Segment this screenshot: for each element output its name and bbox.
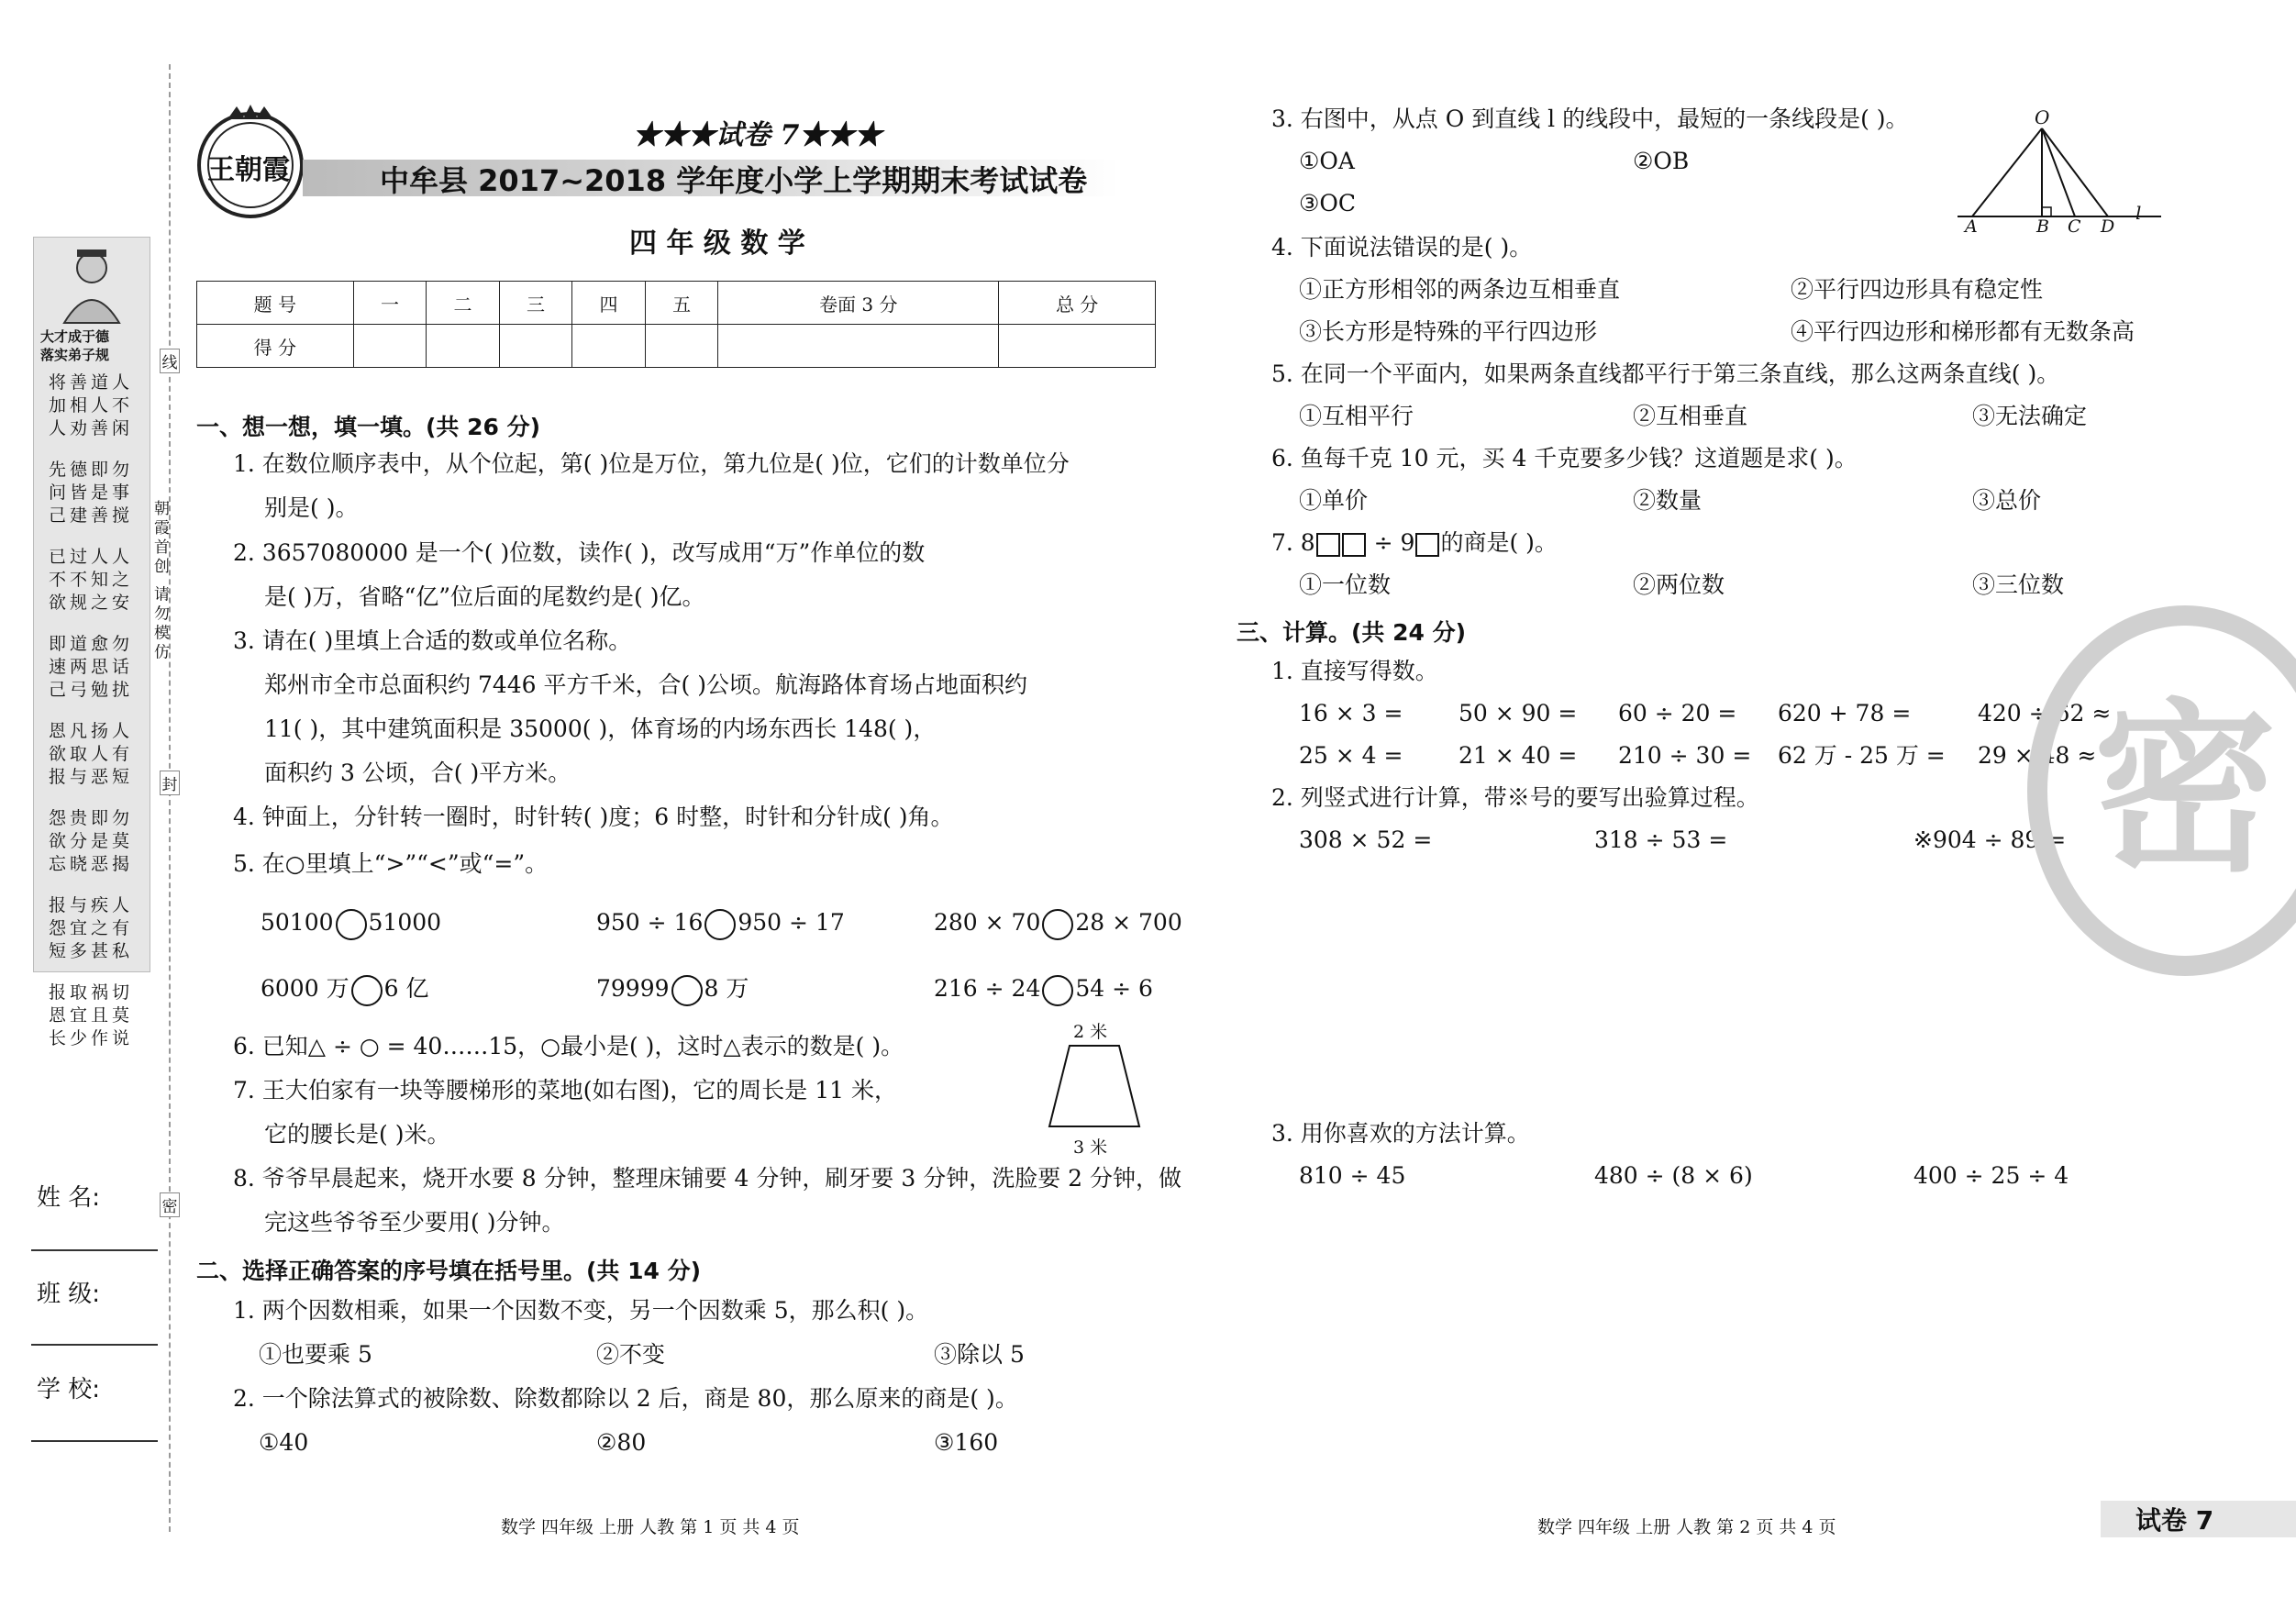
exam-title: 中牟县 2017~2018 学年度小学上学期期末考试试卷 (380, 163, 1088, 198)
motto-line: 恩凡扬人 (48, 721, 133, 741)
motto-line: 报与疾人 (48, 895, 133, 915)
calc-item: 420 ÷ 62 ≈ (1978, 700, 2112, 726)
motto-line: 己弓勉扰 (48, 680, 133, 700)
s1-line: 它的腰长是( )米。 (264, 1121, 450, 1148)
s2-option[interactable]: ②两位数 (1633, 571, 1725, 598)
calc-item: 480 ÷ (8 × 6) (1594, 1162, 1753, 1189)
calc-item: 620 + 78 = (1778, 700, 1912, 726)
s2-question: 3. 右图中，从点 O 到直线 l 的线段中，最短的一条线段是( )。 (1271, 105, 1909, 132)
motto-line: 速两思话 (48, 657, 133, 677)
s2-question: 1. 两个因数相乘，如果一个因数不变，另一个因数乘 5，那么积( )。 (233, 1297, 929, 1324)
s2-option[interactable]: ④平行四边形和梯形都有无数条高 (1791, 318, 2135, 345)
confidential-stamp: 密 (2027, 605, 2296, 976)
motto-line: 恩宜且莫 (48, 1005, 133, 1026)
s2-option[interactable]: ①正方形相邻的两条边互相垂直 (1299, 276, 1621, 303)
margin-label-seal: 封 (160, 771, 180, 795)
score-cell[interactable] (499, 325, 572, 368)
score-cell[interactable] (645, 325, 718, 368)
compare-circle[interactable] (351, 975, 383, 1006)
paper-badge: ★★★试卷 7★★★ (633, 119, 882, 151)
s1-line: 2. 3657080000 是一个( )位数，读作( )，改写成用“万”作单位的数 (233, 539, 926, 566)
score-row-label: 得 分 (197, 325, 354, 368)
score-header-cell: 题 号 (197, 282, 354, 325)
calc-item: 29 × 48 ≈ (1978, 742, 2097, 769)
s1-line: 别是( )。 (264, 494, 359, 521)
motto-group (35, 807, 147, 876)
margin-label-line: 线 (160, 349, 180, 373)
fig-label-d: D (2101, 216, 2115, 237)
motto-bottom: 落实弟子规 (40, 347, 110, 363)
s2-option[interactable]: ②平行四边形具有稳定性 (1791, 276, 2044, 303)
s1-line: 完这些爷爷至少要用( )分钟。 (264, 1209, 565, 1236)
school-label: 学 校: (37, 1376, 101, 1403)
score-header-cell: 五 (645, 282, 718, 325)
score-header-cell: 三 (499, 282, 572, 325)
motto-line: 己建善搅 (48, 505, 133, 526)
motto-top: 大才成于德 (40, 328, 110, 345)
calc-item: 400 ÷ 25 ÷ 4 (1913, 1162, 2069, 1189)
calc-item: ※904 ÷ 89 = (1913, 826, 2067, 853)
s3-question: 1. 直接写得数。 (1271, 658, 1438, 684)
calc-item: 16 × 3 = (1299, 700, 1403, 726)
motto-line: 已过人人 (48, 547, 133, 567)
s2-question: 7. 8 ÷ 9 的商是( )。 (1271, 529, 1558, 556)
compare-item: 280 × 70 28 × 700 (934, 901, 1182, 945)
score-cell[interactable] (572, 325, 646, 368)
scholar-illustration (46, 240, 138, 325)
s2-option[interactable]: ②80 (596, 1429, 647, 1456)
class-field[interactable] (31, 1344, 158, 1346)
footer-badge: 试卷 7 (2135, 1505, 2214, 1536)
motto-line: 报取祸切 (48, 982, 133, 1003)
compare-item: 950 ÷ 16 950 ÷ 17 (596, 901, 845, 945)
motto-line: 加相人不 (48, 395, 133, 416)
s2-option[interactable]: ①OA (1299, 148, 1355, 174)
score-cell[interactable] (353, 325, 427, 368)
s2-option[interactable]: ②不变 (596, 1341, 666, 1368)
score-cell[interactable] (999, 325, 1156, 368)
score-header-cell: 一 (353, 282, 427, 325)
motto-line: 先德即勿 (48, 460, 133, 480)
score-cell[interactable] (427, 325, 500, 368)
fig-label-b: B (2036, 216, 2049, 237)
motto-line: 短多甚私 (48, 941, 133, 961)
fig-label-l: l (2135, 202, 2142, 224)
s2-option[interactable]: ③无法确定 (1972, 403, 2088, 429)
calc-item: 810 ÷ 45 (1299, 1162, 1406, 1189)
s1-line: 是( )万，省略“亿”位后面的尾数约是( )亿。 (264, 583, 705, 610)
motto-group (35, 981, 147, 1050)
compare-item: 216 ÷ 24 54 ÷ 6 (934, 967, 1153, 1011)
s1-line: 郑州市全市总面积约 7446 平方千米，合( )公顷。航海路体育场占地面积约 (264, 671, 1027, 698)
calc-item: 308 × 52 = (1299, 826, 1433, 853)
calc-item: 25 × 4 = (1299, 742, 1403, 769)
trapezoid-figure (1044, 1042, 1145, 1134)
s2-option[interactable]: ③总价 (1972, 487, 2042, 514)
fig-label-a: A (1965, 216, 1978, 237)
compare-circle[interactable] (704, 909, 736, 940)
calc-item: 62 万 - 25 万 = (1778, 742, 1946, 769)
calc-item: 21 × 40 = (1459, 742, 1578, 769)
motto-line: 怨宜之有 (48, 918, 133, 938)
calc-item: 60 ÷ 20 = (1618, 700, 1737, 726)
s2-question: 6. 鱼每千克 10 元，买 4 千克要多少钱？这道题是求( )。 (1271, 445, 1858, 471)
s2-option[interactable]: ②OB (1633, 148, 1690, 174)
compare-circle[interactable] (1042, 909, 1073, 940)
s2-option[interactable]: ③160 (934, 1429, 999, 1456)
s2-option[interactable]: ③OC (1299, 190, 1357, 216)
motto-group (35, 372, 147, 440)
calc-item: 318 ÷ 53 = (1594, 826, 1728, 853)
digit-box (1415, 533, 1439, 557)
compare-circle[interactable] (336, 909, 367, 940)
s1-line: 11( )，其中建筑面积是 35000( )，体育场的内场东西长 148( )， (264, 715, 937, 742)
footer-left: 数学 四年级 上册 人教 第 1 页 共 4 页 (501, 1517, 800, 1537)
trapezoid-top-label: 2 米 (1073, 1022, 1108, 1042)
motto-line: 忘晓恶揭 (48, 854, 133, 874)
binding-line (169, 64, 171, 1532)
perpendicular-figure (1954, 108, 2165, 237)
s1-line: 1. 在数位顺序表中，从个位起，第( )位是万位，第九位是( )位，它们的计数单位分 (233, 450, 1070, 477)
name-field[interactable] (31, 1249, 158, 1251)
logo-text: 王朝霞 (207, 154, 290, 186)
motto-line: 即道愈勿 (48, 634, 133, 654)
motto-group (35, 633, 147, 702)
s1-line: 6. 已知△ ÷ ○ = 40……15，○最小是( )，这时△表示的数是( )。 (233, 1033, 904, 1059)
motto-groups (35, 372, 147, 1069)
name-label: 姓 名: (37, 1184, 101, 1212)
s2-option[interactable]: ①一位数 (1299, 571, 1392, 598)
s1-line: 面积约 3 公顷，合( )平方米。 (264, 760, 571, 786)
calc-item: 50 × 90 = (1459, 700, 1578, 726)
s2-question: 4. 下面说法错误的是( )。 (1271, 234, 1533, 261)
s2-option[interactable]: ①互相平行 (1299, 403, 1414, 429)
s1-line: 8. 爷爷早晨起来，烧开水要 8 分钟，整理床铺要 4 分钟，刷牙要 3 分钟，洗脸要 2 分钟，做 (233, 1165, 1181, 1192)
score-table (196, 281, 1156, 368)
s2-option[interactable]: ③长方形是特殊的平行四边形 (1299, 318, 1598, 345)
motto-line: 欲取人有 (48, 744, 133, 764)
motto-line: 长少作说 (48, 1028, 133, 1048)
fig-label-o: O (2035, 106, 2050, 128)
compare-item: 6000 万 6 亿 (261, 967, 428, 1011)
compare-circle[interactable] (1042, 975, 1073, 1006)
motto-group (35, 894, 147, 963)
compare-item: 79999 8 万 (596, 967, 749, 1011)
motto-line: 不不知之 (48, 570, 133, 590)
s2-question: 2. 一个除法算式的被除数、除数都除以 2 后，商是 80，那么原来的商是( )。 (233, 1385, 1018, 1412)
section2-heading: 二、选择正确答案的序号填在括号里。(共 14 分) (196, 1258, 702, 1284)
score-header-cell: 卷面 3 分 (718, 282, 999, 325)
copyright-note: 朝霞首创 请勿模仿 (150, 500, 169, 663)
s2-option[interactable]: ①单价 (1299, 487, 1369, 514)
margin-label-secret: 密 (160, 1192, 180, 1217)
class-label: 班 级: (37, 1281, 101, 1308)
exam-subtitle: 四 年 级 数 学 (629, 227, 805, 260)
footer-right: 数学 四年级 上册 人教 第 2 页 共 4 页 (1537, 1517, 1836, 1537)
s2-option[interactable]: ①也要乘 5 (259, 1341, 372, 1368)
score-header-cell: 二 (427, 282, 500, 325)
motto-line: 问皆是事 (48, 482, 133, 503)
section1-heading: 一、想一想，填一填。(共 26 分) (196, 414, 541, 440)
motto-group (35, 546, 147, 615)
fig-label-c: C (2068, 216, 2081, 237)
compare-item: 50100 51000 (261, 901, 441, 945)
score-header-cell: 四 (572, 282, 646, 325)
s2-option[interactable]: ①40 (259, 1429, 309, 1456)
s1-line: 3. 请在( )里填上合适的数或单位名称。 (233, 627, 632, 654)
motto-line: 怨贵即勿 (48, 808, 133, 828)
motto-line: 欲规之安 (48, 593, 133, 613)
digit-box (1342, 533, 1366, 557)
s1-line: 7. 王大伯家有一块等腰梯形的菜地(如右图)，它的周长是 11 米， (233, 1077, 898, 1103)
motto-line: 报与恶短 (48, 767, 133, 787)
score-cell[interactable] (718, 325, 999, 368)
trapezoid-bottom-label: 3 米 (1073, 1137, 1108, 1158)
s1-line: 5. 在○里填上“>”“<”或“=”。 (233, 850, 549, 877)
motto-line: 人劝善闲 (48, 418, 133, 438)
section3-heading: 三、计算。(共 24 分) (1237, 619, 1467, 646)
s2-option[interactable]: ②互相垂直 (1633, 403, 1748, 429)
s3-question: 3. 用你喜欢的方法计算。 (1271, 1120, 1530, 1147)
s2-option[interactable]: ③除以 5 (934, 1341, 1025, 1368)
s1-line: 4. 钟面上，分针转一圈时，时针转( )度；6 时整，时针和分针成( )角。 (233, 804, 954, 830)
digit-box (1316, 533, 1340, 557)
s2-question: 5. 在同一个平面内，如果两条直线都平行于第三条直线，那么这两条直线( )。 (1271, 360, 2060, 387)
motto-group (35, 459, 147, 527)
motto-line: 欲分是莫 (48, 831, 133, 851)
s2-option[interactable]: ③三位数 (1972, 571, 2065, 598)
calc-item: 210 ÷ 30 = (1618, 742, 1752, 769)
school-field[interactable] (31, 1440, 158, 1442)
motto-group (35, 720, 147, 789)
motto-line: 将善道人 (48, 372, 133, 393)
s3-question: 2. 列竖式进行计算，带※号的要写出验算过程。 (1271, 784, 1759, 811)
score-header-cell: 总 分 (999, 282, 1156, 325)
s2-option[interactable]: ②数量 (1633, 487, 1703, 514)
compare-circle[interactable] (671, 975, 703, 1006)
